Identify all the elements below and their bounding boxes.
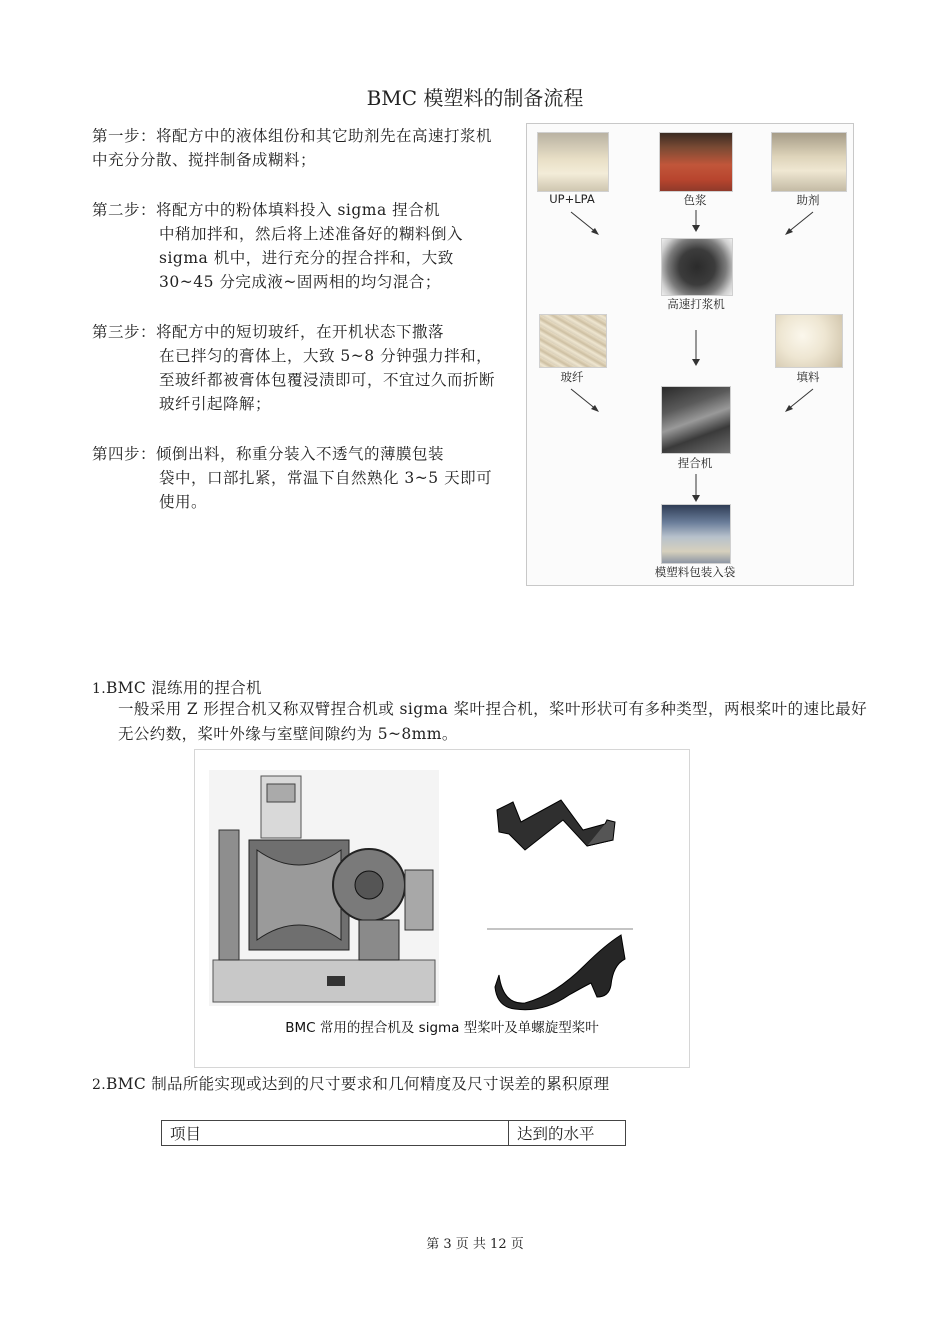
table-header-level: 达到的水平 bbox=[509, 1121, 626, 1146]
table-header-item: 项目 bbox=[162, 1121, 509, 1146]
section-number: 2. bbox=[92, 1077, 106, 1093]
up-lpa-label: UP+LPA bbox=[549, 192, 595, 206]
step-2 bbox=[92, 198, 507, 294]
page-title: BMC 模塑料的制备流程 bbox=[366, 86, 584, 110]
arrow-icon bbox=[689, 330, 703, 368]
additive-photo bbox=[771, 132, 847, 192]
kneader-machine-illustration bbox=[209, 770, 439, 1006]
step-head: 第二步： bbox=[92, 201, 157, 219]
filler-photo bbox=[775, 314, 843, 368]
section-1-paragraph: 一般采用 Z 形捏合机又称双臂捏合机或 sigma 桨叶捏合机，桨叶形状可有多种类型，两根桨叶的速比最好无公约数，桨叶外缘与室壁间隙约为 5~8mm。 bbox=[118, 700, 868, 743]
filler-label: 填料 bbox=[796, 370, 820, 384]
packaged-compound-photo bbox=[661, 504, 731, 564]
step-text: 将配方中的液体组份和其它助剂先在高速打浆机中充分分散、搅拌制备成糊料； bbox=[92, 127, 493, 169]
pigment-photo bbox=[659, 132, 733, 192]
arrow-icon bbox=[777, 209, 817, 239]
section-number: 1. bbox=[92, 681, 106, 697]
step-head: 第一步： bbox=[92, 127, 157, 145]
kneader-photo bbox=[661, 386, 731, 454]
arrow-icon bbox=[567, 386, 607, 416]
step-first-line: 将配方中的粉体填料投入 sigma 捏合机 bbox=[156, 201, 441, 219]
step-head: 第三步： bbox=[92, 323, 157, 341]
section-1-heading bbox=[92, 676, 262, 698]
section-title: BMC 混练用的捏合机 bbox=[105, 679, 262, 697]
arrow-icon bbox=[689, 474, 703, 504]
process-steps bbox=[92, 124, 507, 540]
sigma-blade-illustration bbox=[491, 780, 621, 860]
step-4 bbox=[92, 442, 507, 514]
mixer-label: 高速打浆机 bbox=[667, 297, 725, 311]
step-text: 中稍加拌和，然后将上述准备好的糊料倒入 sigma 机中，进行充分的捏合拌和，大致 30~45 分完成液~固两相的均匀混合； bbox=[159, 225, 464, 291]
step-first-line: 倾倒出料，称重分装入不透气的薄膜包装 bbox=[156, 445, 445, 463]
step-text: 袋中，口部扎紧，常温下自然熟化 3~5 天即可使用。 bbox=[159, 469, 493, 511]
mixer-photo bbox=[661, 238, 733, 296]
step-head: 第四步： bbox=[92, 445, 157, 463]
bag-label: 模塑料包装入袋 bbox=[654, 565, 736, 579]
glass-fiber-photo bbox=[539, 314, 607, 368]
pigment-label: 色浆 bbox=[683, 193, 707, 207]
kneader-label: 捏合机 bbox=[677, 456, 713, 470]
step-3 bbox=[92, 320, 507, 416]
arrow-icon bbox=[567, 209, 607, 239]
section-title: BMC 制品所能实现或达到的尺寸要求和几何精度及尺寸误差的累积原理 bbox=[105, 1075, 610, 1093]
additive-label: 助剂 bbox=[796, 193, 820, 207]
glass-fiber-label: 玻纤 bbox=[560, 370, 584, 384]
tolerance-table bbox=[161, 1120, 626, 1146]
arrow-icon bbox=[777, 386, 817, 416]
helical-blade-illustration bbox=[485, 925, 635, 1015]
section-2-heading bbox=[92, 1072, 609, 1094]
step-text: 在已拌匀的膏体上，大致 5~8 分钟强力拌和，至玻纤都被膏体包覆浸渍即可，不宜过久而折断玻纤引起降解； bbox=[159, 347, 496, 413]
kneader-figure bbox=[194, 749, 690, 1068]
figure-caption: BMC 常用的捏合机及 sigma 型桨叶及单螺旋型桨叶 bbox=[285, 1020, 599, 1036]
table-row bbox=[162, 1121, 626, 1146]
page-footer: 第 3 页 共 12 页 bbox=[426, 1237, 524, 1252]
process-flow-diagram bbox=[526, 123, 854, 586]
up-lpa-photo bbox=[537, 132, 609, 192]
arrow-icon bbox=[689, 210, 703, 234]
step-1 bbox=[92, 124, 507, 172]
step-first-line: 将配方中的短切玻纤，在开机状态下撒落 bbox=[156, 323, 445, 341]
